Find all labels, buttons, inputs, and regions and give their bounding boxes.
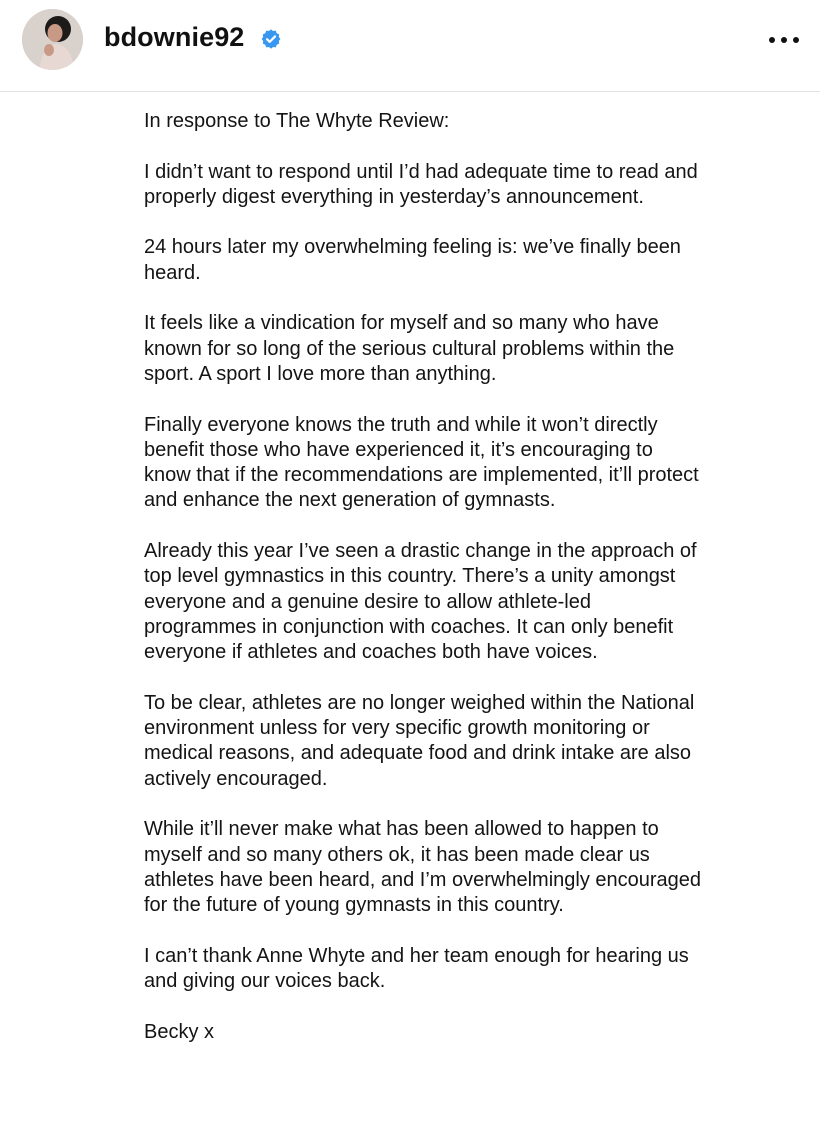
post-paragraph: 24 hours later my overwhelming feeling is: we’ve finally been heard. — [144, 236, 681, 284]
more-options-icon[interactable] — [766, 28, 802, 52]
verified-badge-icon — [260, 28, 282, 50]
post-paragraph: Finally everyone knows the truth and while it won’t directly benefit those who have experienced it, it’s encouraging to know that if the recommendations are implemented, it’ll protect and enhance the next generation of gymnasts. — [144, 413, 699, 512]
post-paragraph: Already this year I’ve seen a drastic change in the approach of top level gymnastics in this country. There’s a unity amongst everyone and a genuine desire to allow athlete-led programmes in conjunction with coaches. It can only benefit everyone if athletes and coaches both have voices. — [144, 540, 697, 664]
post-paragraph: It feels like a vindication for myself and so many who have known for so long of the serious cultural problems within the sport. A sport I love more than anything. — [144, 312, 675, 385]
post-caption — [144, 109, 704, 1070]
avatar-image — [22, 9, 83, 70]
post-paragraph: In response to The Whyte Review: — [144, 110, 450, 132]
post-paragraph: I can’t thank Anne Whyte and her team enough for hearing us and giving our voices back. — [144, 944, 689, 993]
post-signature: Becky x — [144, 1020, 215, 1043]
username[interactable]: bdownie92 — [104, 22, 245, 52]
post-header — [0, 0, 820, 92]
post-paragraph: To be clear, athletes are no longer weighed within the National environment unless for very specific growth monitoring or medical reasons, and adequate food and drink intake are also actively encouraged. — [144, 691, 695, 790]
profile-avatar[interactable] — [22, 9, 83, 70]
post-paragraph: I didn’t want to respond until I’d had adequate time to read and properly digest everything in yesterday’s announcement. — [144, 160, 698, 208]
post-paragraph: While it’ll never make what has been allowed to happen to myself and so many others ok, it has been made clear us athletes have been heard, and I’m overwhelmingly encouraged for the future of young gymnasts in this country. — [144, 818, 702, 917]
